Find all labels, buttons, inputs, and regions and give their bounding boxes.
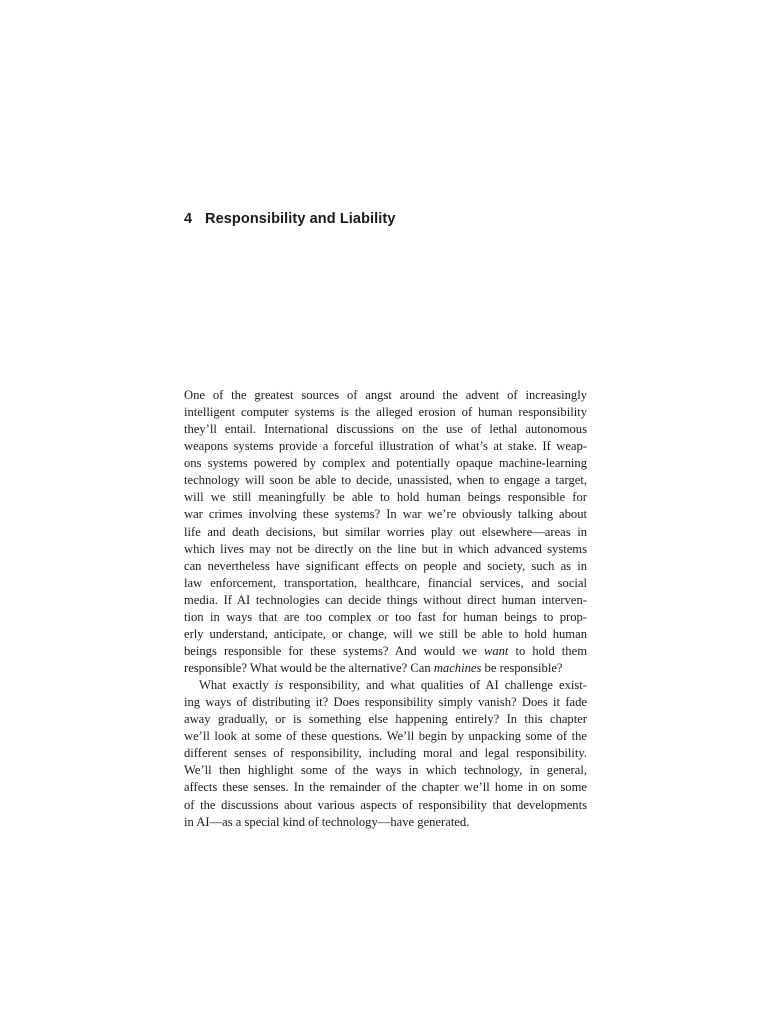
text-line: they’ll entail. International discussions on the use of lethal autonomous — [184, 422, 587, 437]
text-line — [184, 677, 587, 694]
text-line: ons systems powered by complex and potentially opaque machine-learning — [184, 456, 587, 471]
text-line: war crimes involving these systems? In war we’re obviously talking about — [184, 507, 587, 522]
text-line: We’ll then highlight some of the ways in which technology, in general, — [184, 763, 587, 778]
text-line: we’ll look at some of these questions. We’ll begin by unpacking some of the — [184, 729, 587, 744]
text-run: beings responsible for these systems? And would we — [184, 643, 484, 658]
text-line: of the discussions about various aspects of responsibility that developments — [184, 797, 587, 812]
text-line: law enforcement, transportation, healthcare, financial services, and social — [184, 575, 587, 590]
text-line: erly understand, anticipate, or change, will we still be able to hold human — [184, 626, 587, 641]
text-line — [184, 660, 587, 677]
text-line: technology will soon be able to decide, unassisted, when to engage a target, — [184, 473, 587, 488]
text-line: ing ways of distributing it? Does responsibility simply vanish? Does it fade — [184, 695, 587, 710]
text-line: affects these senses. In the remainder of the chapter we’ll home in on some — [184, 780, 587, 795]
paragraph-2 — [184, 677, 587, 831]
text-line — [184, 643, 587, 660]
text-run: responsible? What would be the alternative? Can — [184, 661, 434, 675]
body-text — [184, 387, 587, 831]
chapter-heading — [184, 211, 396, 227]
text-run: to hold them — [508, 643, 587, 658]
text-line: weapons systems provide a forceful illustration of what’s at stake. If weap- — [184, 439, 587, 454]
text-line: life and death decisions, but similar worries play out elsewhere—areas in — [184, 524, 587, 539]
text-line: in AI—as a special kind of technology—have generated. — [184, 814, 470, 829]
text-line: away gradually, or is something else happening entirely? In this chapter — [184, 712, 587, 727]
chapter-title: Responsibility and Liability — [205, 211, 396, 227]
text-line: One of the greatest sources of angst around the advent of increasingly — [184, 388, 587, 402]
text-run: What exactly — [199, 678, 275, 693]
chapter-number: 4 — [184, 211, 193, 227]
text-line: tion in ways that are too complex or too fast for human beings to prop- — [184, 609, 587, 624]
text-line: will we still meaningfully be able to hold human beings responsible for — [184, 490, 587, 505]
text-line: can nevertheless have significant effects on people and society, such as in — [184, 558, 587, 573]
text-line: different senses of responsibility, including moral and legal responsibility. — [184, 746, 587, 761]
text-line: intelligent computer systems is the alleged erosion of human responsibility — [184, 405, 587, 420]
emphasis-is: is — [274, 678, 284, 693]
text-run: be responsible? — [481, 661, 563, 675]
text-line: which lives may not be directly on the line but in which advanced systems — [184, 541, 587, 556]
text-run: responsibility, and what qualities of AI challenge exist- — [283, 678, 587, 693]
emphasis-machines: machines — [433, 661, 482, 675]
emphasis-want: want — [483, 643, 509, 658]
paragraph-1 — [184, 387, 587, 677]
text-line: media. If AI technologies can decide things without direct human interven- — [184, 592, 587, 607]
